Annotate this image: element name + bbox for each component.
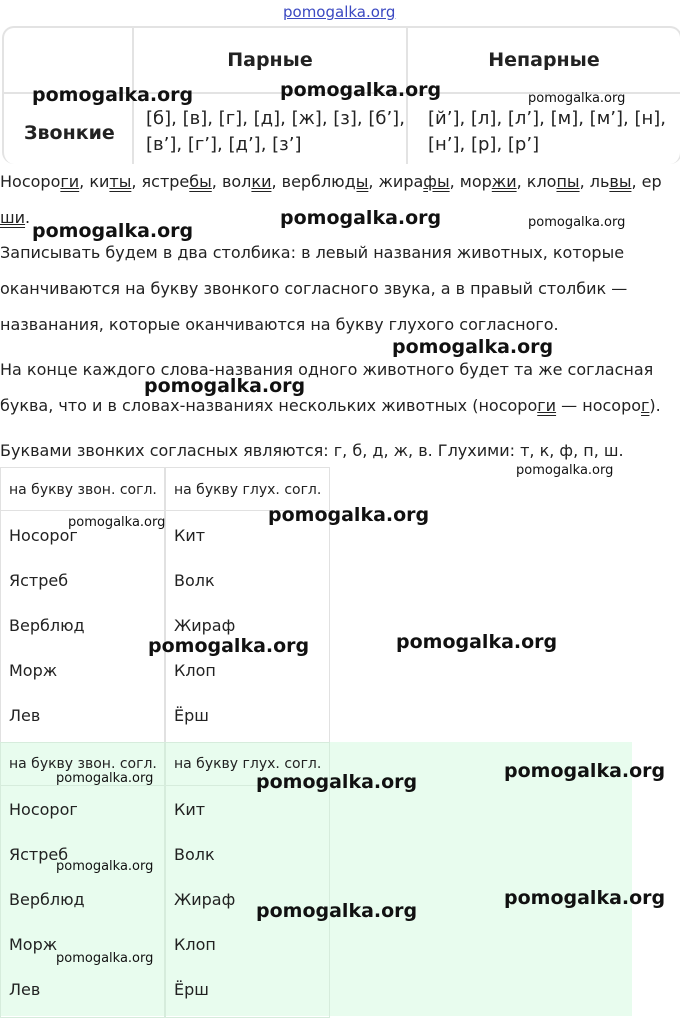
table2-left-5: Лев: [9, 980, 41, 999]
animals-line: Носороги, киты, ястребы, волки, верблюды, жирафы, моржи, клопы, львы, ер: [0, 172, 662, 191]
watermark: pomogalka.org: [516, 463, 614, 478]
table1-left-5: Лев: [9, 706, 41, 725]
paragraph-5: буква, что и в словах-названиях нескольких животных (носороги — носорог).: [0, 396, 661, 415]
paragraph-1: Записывать будем в два столбика: в левый названия животных, которые: [0, 243, 625, 262]
table1-header-voiced: на букву звон. согл.: [9, 482, 157, 498]
watermark: pomogalka.org: [144, 375, 306, 397]
table2-left-2: Ястреб: [9, 845, 69, 864]
table2-right-4: Клоп: [174, 935, 216, 954]
watermark: pomogalka.org: [392, 336, 554, 358]
watermark: pomogalka.org: [268, 504, 430, 526]
paired-header: Парные: [134, 28, 408, 94]
table2-header-voiced: на букву звон. согл.: [9, 756, 157, 772]
table2-left-3: Верблюд: [9, 890, 85, 909]
watermark: pomogalka.org: [280, 79, 442, 101]
watermark: pomogalka.org: [32, 84, 194, 106]
unpaired-header: Непарные: [408, 28, 680, 94]
table2-left-4: Морж: [9, 935, 58, 954]
table1-right-4: Клоп: [174, 661, 216, 680]
table2-left-1: Носорог: [9, 800, 78, 819]
watermark: pomogalka.org: [504, 887, 666, 909]
paragraph-3: названания, которые оканчиваются на букву глухого согласного.: [0, 315, 559, 334]
table1-left-4: Морж: [9, 661, 58, 680]
table1-header-voiceless: на букву глух. согл.: [174, 482, 322, 498]
table1-right-3: Жираф: [174, 616, 236, 635]
watermark: pomogalka.org: [56, 951, 154, 966]
table1-left-1: Носорог: [9, 526, 78, 545]
watermark: pomogalka.org: [56, 859, 154, 874]
watermark-link[interactable]: pomogalka.org: [283, 3, 396, 21]
watermark: pomogalka.org: [256, 900, 418, 922]
unpaired-cell: [й’], [л], [л’], [м], [м’], [н], [н’], [р], [р’]: [428, 108, 667, 155]
watermark: pomogalka.org: [148, 635, 310, 657]
watermark: pomogalka.org: [396, 631, 558, 653]
paragraph-2: оканчиваются на букву звонкого согласного звука, а в правый столбик —: [0, 279, 628, 298]
paragraph-6: Буквами звонких согласных являются: г, б, д, ж, в. Глухими: т, к, ф, п, ш.: [0, 441, 624, 460]
table2-right-2: Волк: [174, 845, 215, 864]
watermark: pomogalka.org: [256, 771, 418, 793]
table2-right-3: Жираф: [174, 890, 236, 909]
watermark: pomogalka.org: [56, 771, 154, 786]
table1-right-1: Кит: [174, 526, 206, 545]
watermark: pomogalka.org: [528, 215, 626, 230]
table2-right-5: Ёрш: [174, 980, 209, 999]
table1-right-5: Ёрш: [174, 706, 209, 725]
watermark: pomogalka.org: [32, 220, 194, 242]
paragraph-4: На конце каждого слова-названия одного животного будет та же согласная: [0, 360, 654, 379]
table1-left-3: Верблюд: [9, 616, 85, 635]
paired-cell: [б], [в], [г], [д], [ж], [з], [б’], [в’], [г’], [д’], [з’]: [146, 108, 405, 155]
table2-right-1: Кит: [174, 800, 206, 819]
row-label: Звонкие: [24, 122, 115, 144]
table2-header-voiceless: на букву глух. согл.: [174, 756, 322, 772]
watermark: pomogalka.org: [528, 91, 626, 106]
table1-left-2: Ястреб: [9, 571, 69, 590]
watermark: pomogalka.org: [68, 515, 166, 530]
animals-line-2: ши.: [0, 208, 31, 227]
table1-right-2: Волк: [174, 571, 215, 590]
watermark: pomogalka.org: [280, 207, 442, 229]
watermark: pomogalka.org: [504, 760, 666, 782]
